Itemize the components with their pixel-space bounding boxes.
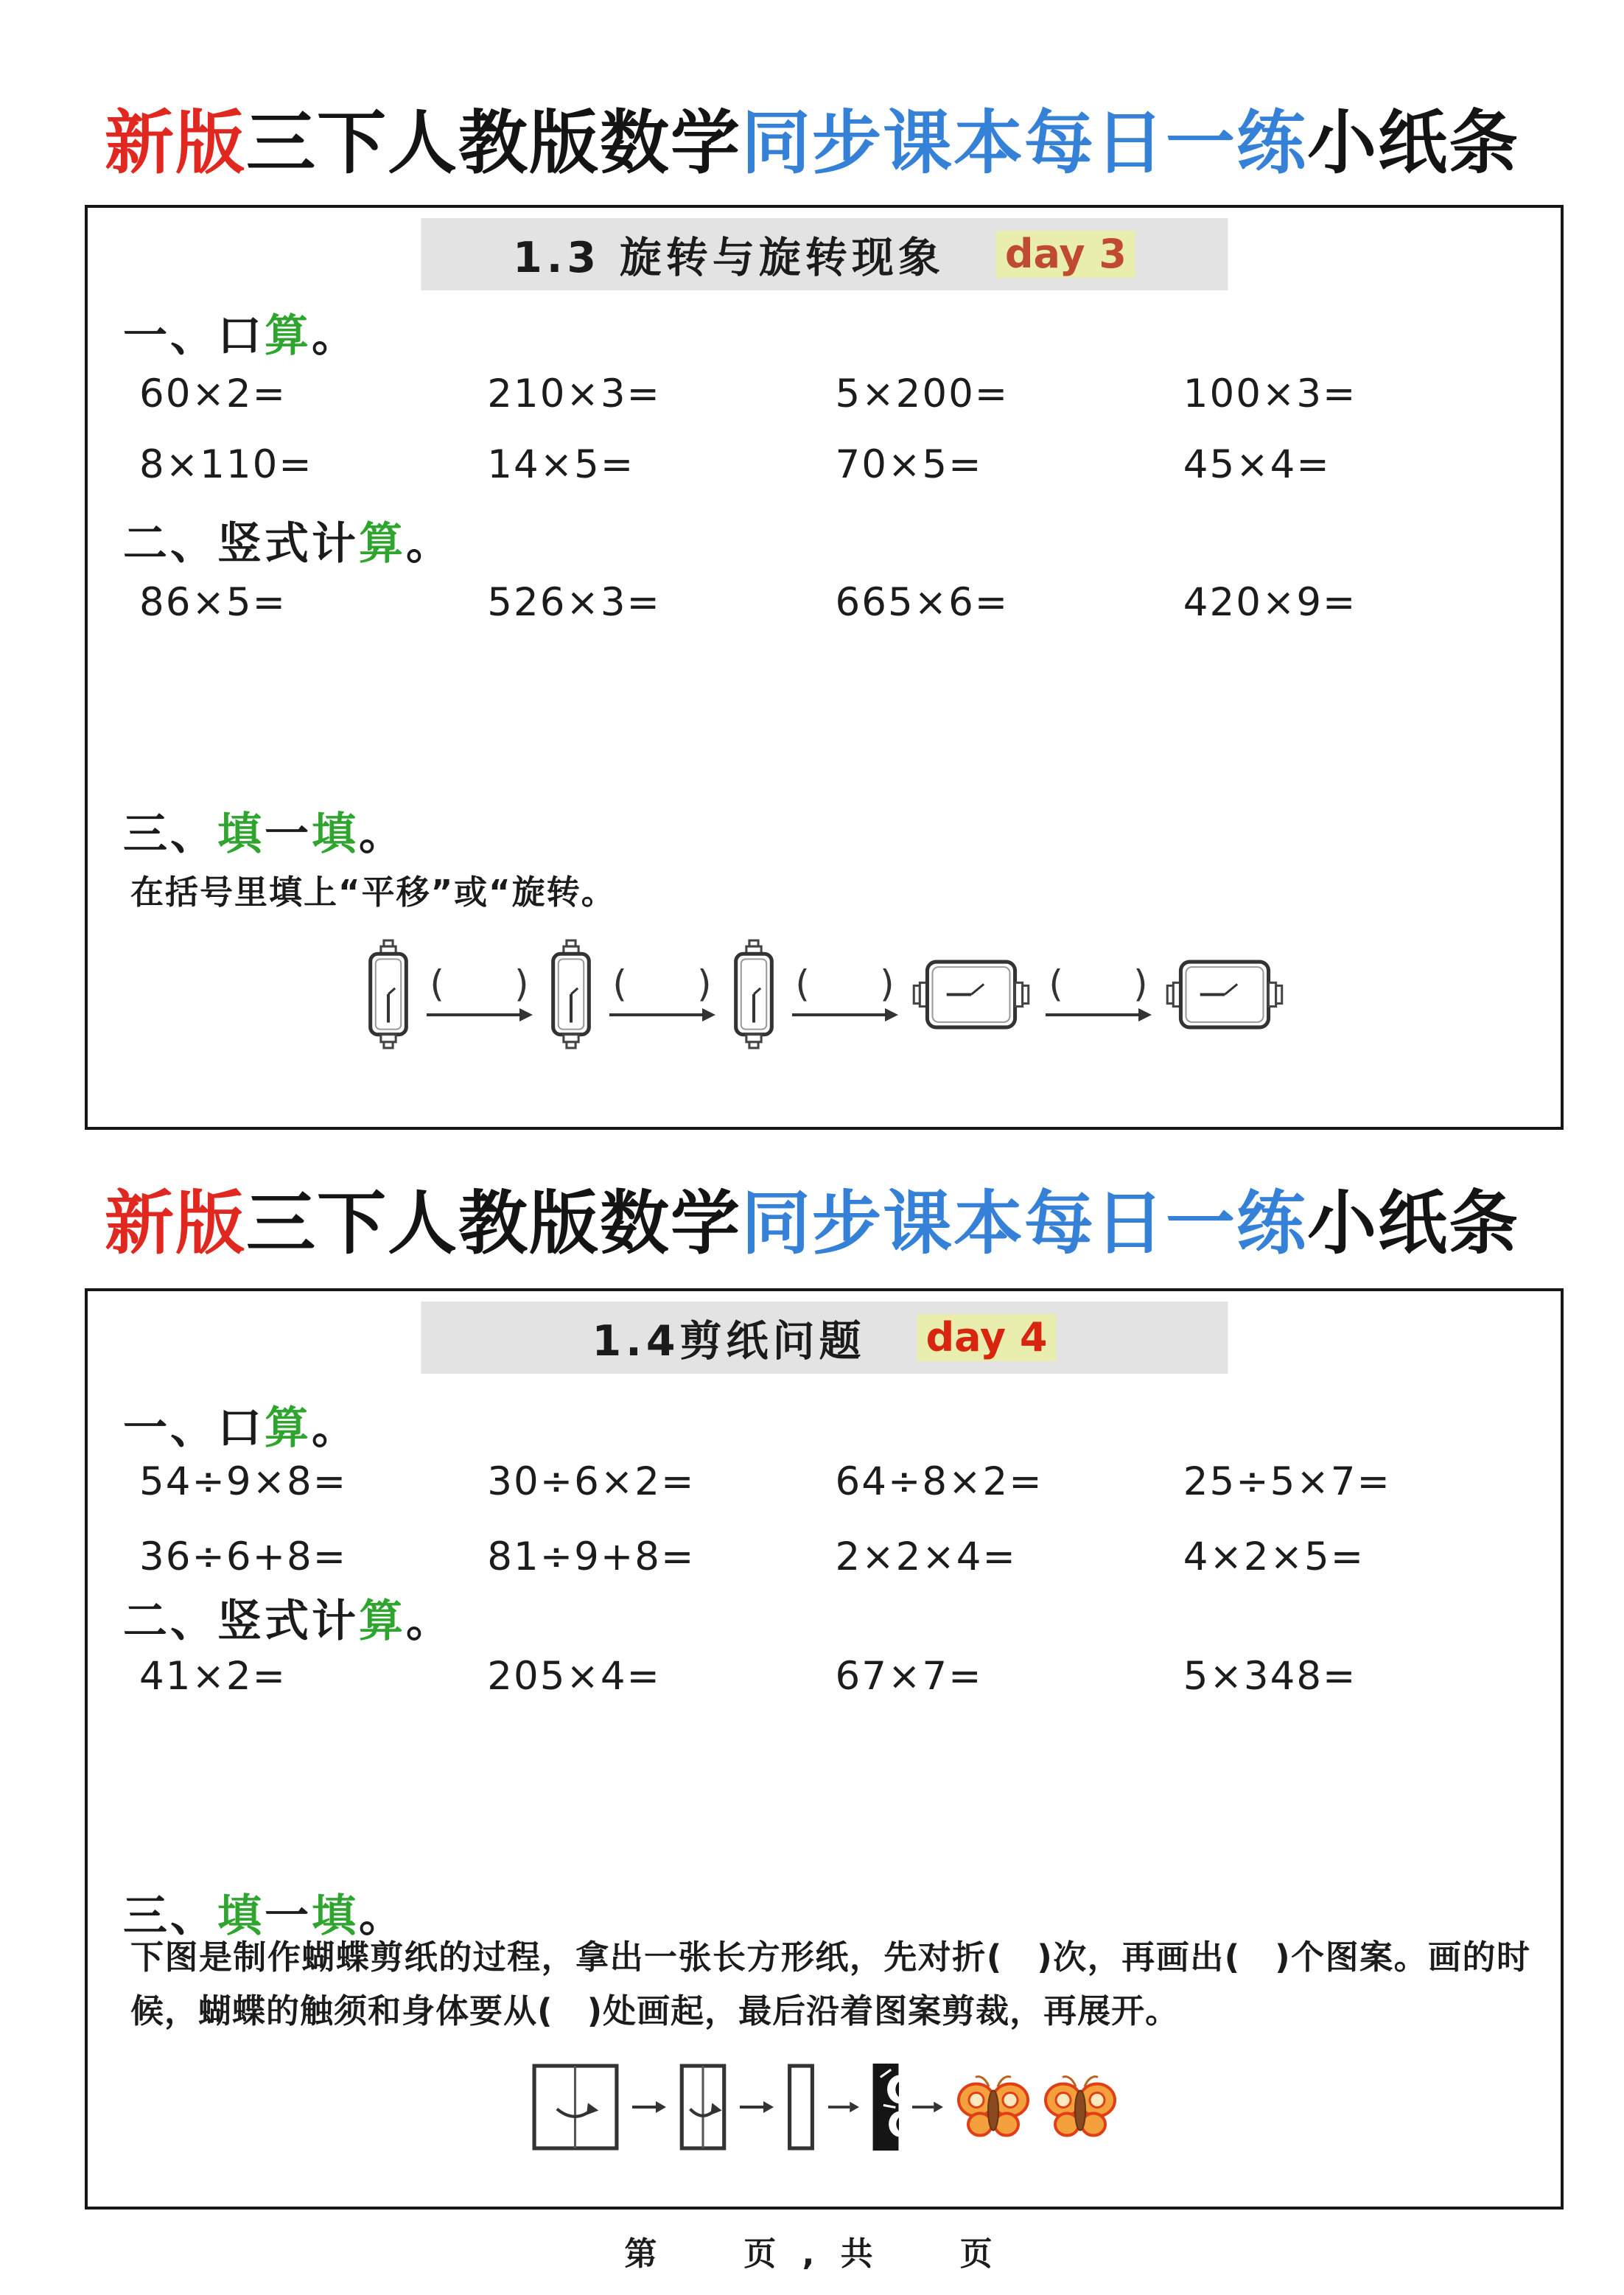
right-arrow-icon [1046, 1005, 1152, 1024]
math-problem: 36÷6+8= [139, 1534, 348, 1579]
paper-cutting-figures-row [88, 2059, 1561, 2155]
math-problem: 665×6= [835, 580, 1009, 625]
oral-problems-row-2 [139, 1534, 1531, 1579]
math-problem: 64÷8×2= [835, 1459, 1043, 1504]
right-arrow-icon [912, 2100, 943, 2114]
section-label: 一 [265, 1890, 312, 1942]
math-problem: 30÷6×2= [487, 1459, 696, 1504]
day-badge: day 4 [917, 1314, 1056, 1360]
math-problem: 2×2×4= [835, 1534, 1017, 1579]
math-problem: 67×7= [835, 1654, 983, 1699]
blank-and-arrow-connector [787, 965, 903, 1024]
section-label: 竖式计 [217, 518, 359, 570]
butterfly-figure [1043, 2072, 1117, 2142]
title-segment-slip: 小纸条 [1307, 103, 1520, 184]
title-segment-sync: 同步课本每日一练 [741, 103, 1308, 184]
upright-watch-figure [364, 939, 413, 1051]
section-punct: 。 [406, 518, 453, 570]
right-arrow-icon [632, 2100, 666, 2114]
math-problem: 5×200= [835, 371, 1009, 416]
upright-watch-figure [547, 939, 595, 1051]
right-arrow-icon [740, 2100, 774, 2114]
math-problem: 5×348= [1183, 1654, 1357, 1699]
section-label-green: 算 [265, 1402, 312, 1454]
blank-and-arrow-connector [1040, 965, 1157, 1024]
title-segment-sync: 同步课本每日一练 [741, 1184, 1308, 1264]
title-segment-grade: 三下人教版数学 [245, 103, 741, 184]
blank-and-arrow-connector [421, 965, 538, 1024]
lesson-header-band [421, 1302, 1228, 1374]
title-segment-slip: 小纸条 [1307, 1184, 1520, 1264]
right-arrow-icon [609, 1005, 715, 1024]
section-number: 二、 [123, 1596, 217, 1647]
lesson-title: 1.3 旋转与旋转现象 [513, 234, 945, 282]
math-problem: 205×4= [487, 1654, 661, 1699]
section-heading-vertical-calc [123, 1586, 453, 1649]
section-heading-oral-calc [123, 1393, 359, 1456]
math-problem: 8×110= [139, 442, 313, 487]
section-number: 三、 [123, 808, 217, 860]
section-punct: 。 [406, 1596, 453, 1647]
lesson-header-band [421, 218, 1228, 290]
title-segment-grade: 三下人教版数学 [245, 1184, 741, 1264]
section-label-green: 填 [217, 1890, 265, 1942]
section-label-green: 填 [217, 808, 265, 860]
section-heading-vertical-calc [123, 509, 453, 572]
day3-worksheet-box [85, 205, 1564, 1130]
day4-worksheet-box [85, 1288, 1564, 2210]
oral-problems-row-1 [139, 371, 1531, 416]
answer-blank: ( ) [795, 963, 895, 1005]
math-problem: 210×3= [487, 371, 661, 416]
section-punct: 。 [359, 808, 406, 860]
math-problem: 100×3= [1183, 371, 1357, 416]
fill-in-instruction: 在括号里填上“平移”或“旋转。 [130, 873, 616, 912]
page-title-day4 [0, 1167, 1624, 1267]
section-label-green: 填 [312, 1890, 359, 1942]
section-punct: 。 [312, 310, 359, 362]
blank-and-arrow-connector [604, 965, 721, 1024]
section-heading-oral-calc [123, 301, 359, 364]
lesson-title: 1.4剪纸问题 [592, 1317, 866, 1366]
title-segment-new-edition: 新版 [104, 103, 246, 184]
section-label-green: 算 [359, 1596, 406, 1647]
title-segment-new-edition: 新版 [104, 1184, 246, 1264]
section-punct: 。 [359, 1890, 406, 1942]
math-problem: 420×9= [1183, 580, 1357, 625]
fill-in-instruction: 下图是制作蝴蝶剪纸的过程，拿出一张长方形纸，先对折( )次，再画出( )个图案。画的时候，蝴蝶的触须和身体要从( )处画起，最后沿着图案剪裁，再展开。 [130, 1938, 1530, 2030]
section-number: 二、 [123, 518, 217, 570]
section-punct: 。 [312, 1402, 359, 1454]
rotation-figures-row [88, 921, 1561, 1069]
answer-blank: ( ) [430, 963, 529, 1005]
vertical-problems-row [139, 1654, 1531, 1699]
section-number: 三、 [123, 1890, 217, 1942]
section-label-green: 填 [312, 808, 359, 860]
answer-blank: ( ) [612, 963, 712, 1005]
section-heading-fill-in [123, 799, 406, 862]
folded-once-paper-figure [679, 2064, 727, 2151]
math-problem: 70×5= [835, 442, 983, 487]
folded-twice-paper-figure [787, 2064, 815, 2151]
right-arrow-icon [828, 2100, 859, 2114]
section-label: 竖式计 [217, 1596, 359, 1647]
section-label-green: 算 [359, 518, 406, 570]
rotated-watch-figure [912, 956, 1032, 1034]
math-problem: 41×2= [139, 1654, 287, 1699]
oral-problems-row-1 [139, 1459, 1531, 1504]
rotated-watch-figure [1166, 956, 1285, 1034]
section-label: 一 [265, 808, 312, 860]
math-problem: 14×5= [487, 442, 635, 487]
unfolded-paper-figure [532, 2064, 619, 2151]
page-number-footer: 第 页 , 共 页 [624, 2235, 1000, 2273]
section-label: 口 [217, 1402, 265, 1454]
math-problem: 81÷9+8= [487, 1534, 696, 1579]
math-problem: 54÷9×8= [139, 1459, 348, 1504]
section-label: 口 [217, 310, 265, 362]
right-arrow-icon [792, 1005, 898, 1024]
math-problem: 4×2×5= [1183, 1534, 1365, 1579]
section-number: 一、 [123, 1402, 217, 1454]
math-problem: 45×4= [1183, 442, 1331, 487]
butterfly-figure [956, 2072, 1030, 2142]
math-problem: 25÷5×7= [1183, 1459, 1391, 1504]
math-problem: 86×5= [139, 580, 287, 625]
section-label-green: 算 [265, 310, 312, 362]
oral-problems-row-2 [139, 442, 1531, 487]
drawn-half-butterfly-figure [872, 2064, 899, 2151]
answer-blank: ( ) [1049, 963, 1148, 1005]
page-title-day3 [0, 87, 1624, 186]
right-arrow-icon [427, 1005, 533, 1024]
section-number: 一、 [123, 310, 217, 362]
math-problem: 60×2= [139, 371, 287, 416]
vertical-problems-row [139, 580, 1531, 625]
math-problem: 526×3= [487, 580, 661, 625]
upright-watch-figure [729, 939, 778, 1051]
day-badge: day 3 [996, 231, 1135, 277]
